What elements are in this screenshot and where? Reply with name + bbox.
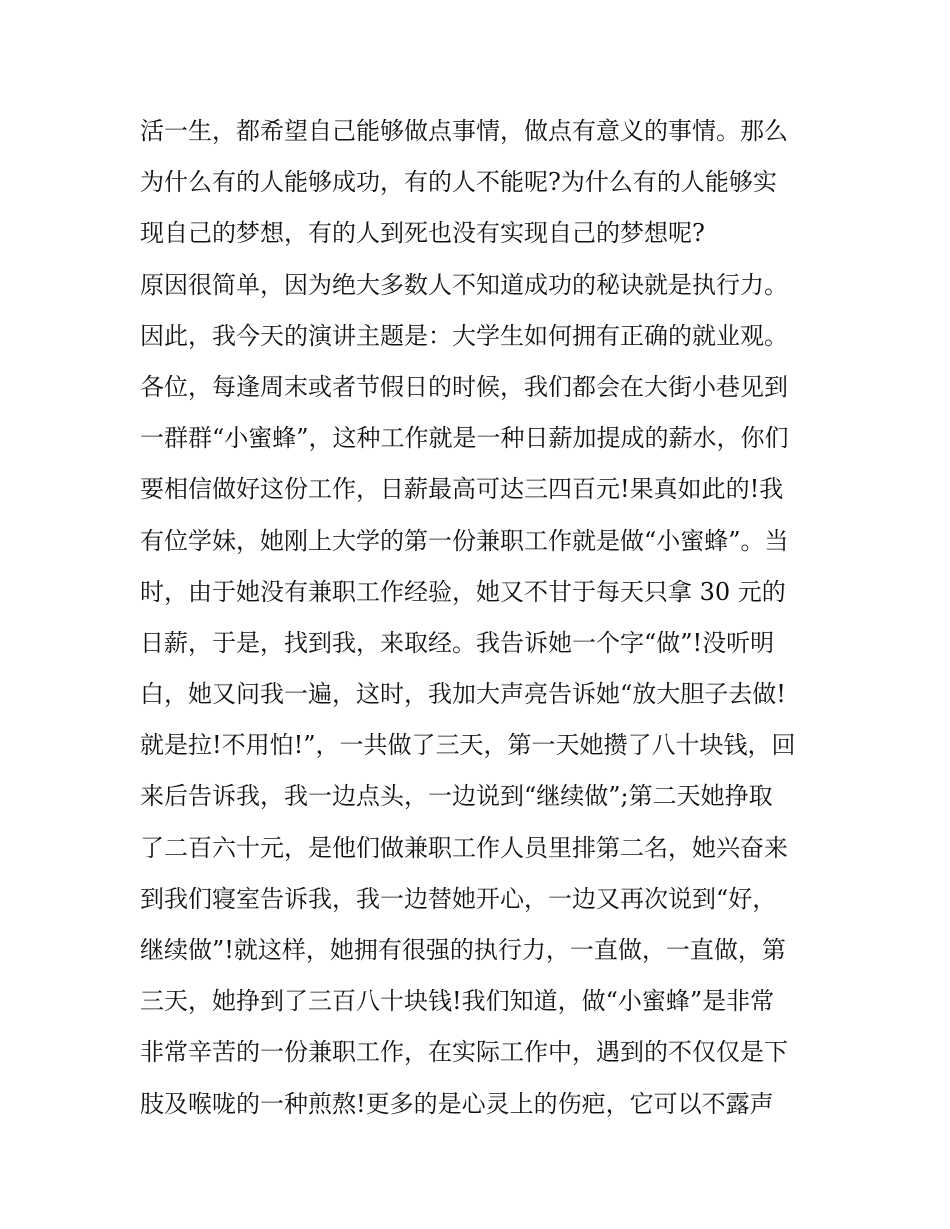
- text-line: 活一生，都希望自己能够做点事情，做点有意义的事情。那么: [140, 117, 788, 145]
- text-line: 各位，每逢周末或者节假日的时候，我们都会在大街小巷见到: [140, 372, 788, 401]
- text-line: 继续做”!就这样，她拥有很强的执行力，一直做，一直做，第: [140, 936, 786, 964]
- body-text: [140, 106, 820, 1130]
- text-line: 三天，她挣到了三百八十块钱!我们知道，做“小蜜蜂”是非常: [140, 987, 775, 1016]
- text-line: 时，由于她没有兼职工作经验，她又不甘于每天只拿 30 元的: [140, 577, 786, 606]
- text-line: 到我们寝室告诉我，我一边替她开心，一边又再次说到“好，: [140, 884, 777, 913]
- text-line: 白，她又问我一遍，这时，我加大声亮告诉她“放大胆子去做!: [140, 680, 786, 709]
- text-line: 日薪，于是，找到我，来取经。我告诉她一个字“做”!没听明: [140, 628, 775, 657]
- text-line: 就是拉!不用怕!”，一共做了三天，第一天她攒了八十块钱，回: [140, 731, 796, 760]
- text-line: 为什么有的人能够成功，有的人不能呢?为什么有的人能够实: [140, 168, 777, 197]
- text-line: 肢及喉咙的一种煎熬!更多的是心灵上的伤疤，它可以不露声: [140, 1089, 774, 1118]
- text-line: 非常辛苦的一份兼职工作，在实际工作中，遇到的不仅仅是下: [140, 1038, 788, 1067]
- text-line: 来后告诉我，我一边点头，一边说到“继续做”;第二天她挣取: [140, 782, 773, 811]
- text-line: 因此，我今天的演讲主题是：大学生如何拥有正确的就业观。: [140, 321, 788, 350]
- text-line: 要相信做好这份工作，日薪最高可达三四百元!果真如此的!我: [140, 475, 784, 504]
- text-line: 一群群“小蜜蜂”，这种工作就是一种日薪加提成的薪水，你们: [140, 424, 789, 453]
- text-line: 有位学妹，她刚上大学的第一份兼职工作就是做“小蜜蜂”。当: [140, 526, 789, 555]
- text-line: 了二百六十元，是他们做兼职工作人员里排第二名，她兴奋来: [140, 833, 788, 862]
- text-line: 现自己的梦想，有的人到死也没有实现自己的梦想呢?: [140, 219, 705, 248]
- text-line: 原因很简单，因为绝大多数人不知道成功的秘诀就是执行力。: [140, 270, 788, 299]
